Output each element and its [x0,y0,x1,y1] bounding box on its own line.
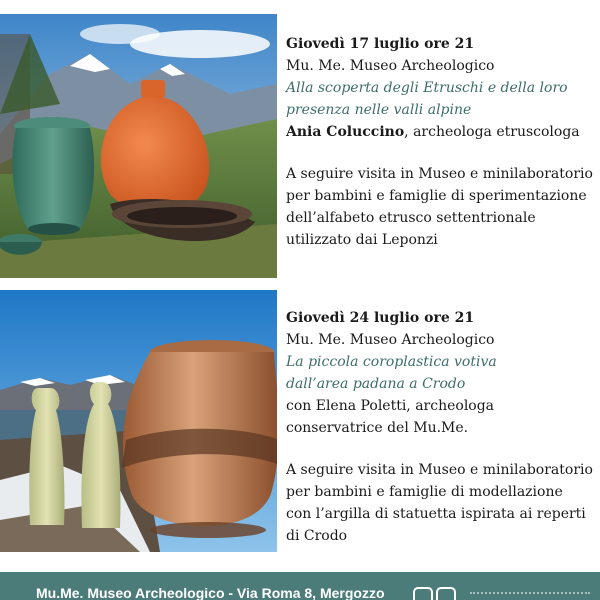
etruscan-vessels-photo [0,14,277,278]
social-icons [413,587,456,600]
event-1 [286,33,592,251]
event-followup-line: A seguire visita in Museo e minilaboratorio [286,166,593,182]
event-title-line: dall’area padana a Crodo [286,376,466,392]
event-venue: Mu. Me. Museo Archeologico [286,58,495,74]
votive-figurines-photo [0,290,277,552]
footer-handle-placeholder [470,592,590,596]
instagram-icon[interactable] [436,587,456,600]
event-venue: Mu. Me. Museo Archeologico [286,332,495,348]
spacer [286,143,592,163]
event-followup-line: per bambini e famiglie di modellazione [286,484,563,500]
speaker-name: Ania Coluccino [286,124,405,140]
event-speaker [286,121,592,143]
speaker-role: , archeologa etruscologa [404,124,580,140]
spacer [286,439,592,459]
event-2 [286,307,592,547]
event-date: Giovedì 24 luglio ore 21 [286,310,475,326]
event-followup-line: A seguire visita in Museo e minilaboratorio [286,462,593,478]
event-date: Giovedì 17 luglio ore 21 [286,36,475,52]
event-followup-line: utilizzato dai Leponzi [286,232,438,248]
event-followup-line: per bambini e famiglie di sperimentazione [286,188,587,204]
facebook-icon[interactable] [413,587,433,600]
event-followup-line: di Crodo [286,528,348,544]
event-followup-line: con l’argilla di statuetta ispirata ai reperti [286,506,586,522]
event-title-line: La piccola coroplastica votiva [286,354,497,370]
event-title-line: Alla scoperta degli Etruschi e della loro [286,80,568,96]
event-speaker-line: con Elena Poletti, archeologa [286,398,495,414]
footer-address: Mu.Me. Museo Archeologico - Via Roma 8, Mergozzo [36,585,385,600]
footer-bar [0,572,600,600]
event-speaker-line: conservatrice del Mu.Me. [286,420,469,436]
event-followup-line: dell’alfabeto etrusco settentrionale [286,210,536,226]
event-title-line: presenza nelle valli alpine [286,102,472,118]
